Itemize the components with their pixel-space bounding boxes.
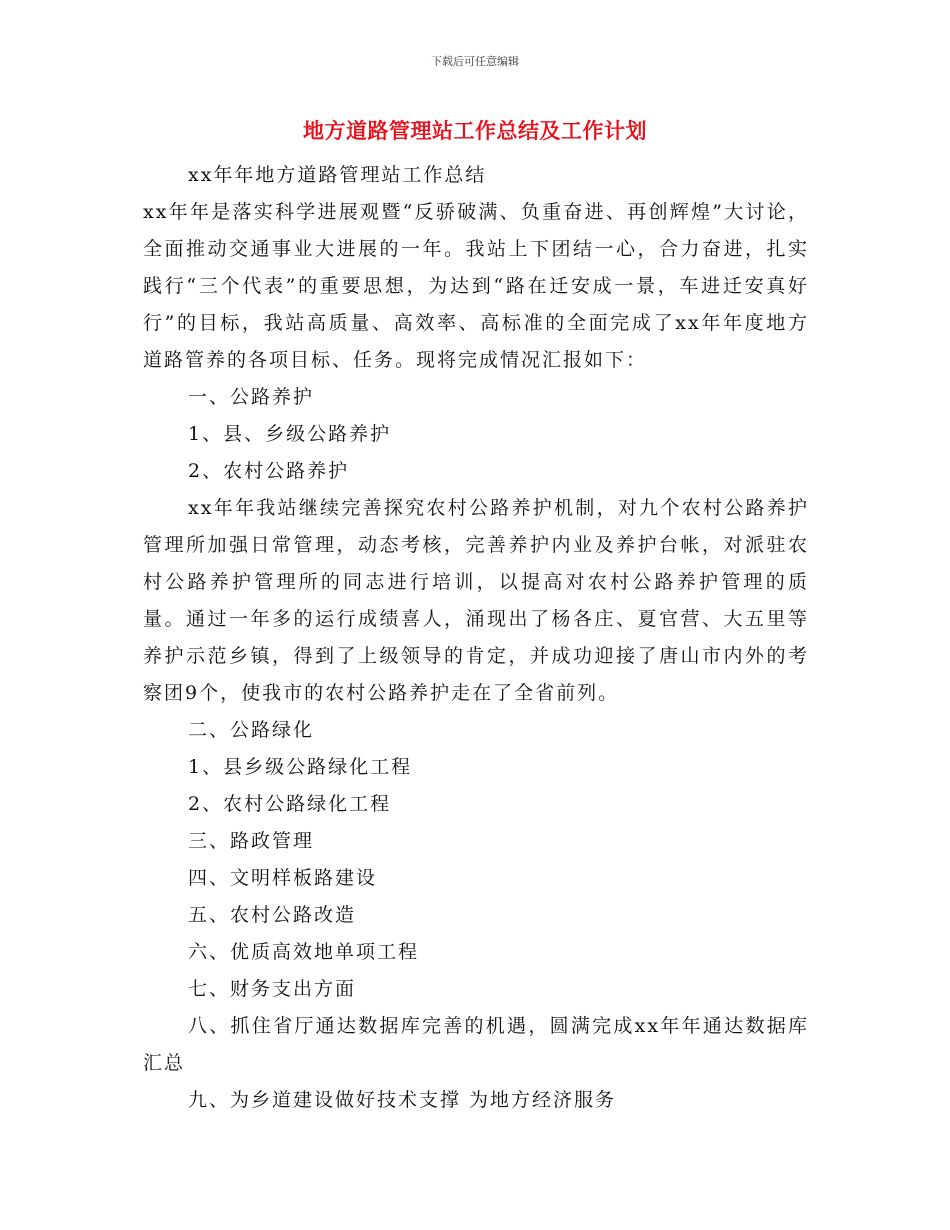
item-rural-road-maintenance: 2、农村公路养护 — [188, 460, 350, 482]
heading-road-maintenance: 一、公路养护 — [188, 386, 315, 408]
heading-finance: 七、财务支出方面 — [188, 978, 357, 1000]
paragraph-intro: xx年年是落实科学进展观暨“反骄破满、负重奋进、再创辉煌”大讨论，全面推动交通事业大进展的一年。我站上下团结一心，合力奋进，扎实践行“三个代表”的重要思想，为达到“路在迁安成一景，车进迁安真好行”的目标，我站高质量、高效率、高标准的全面完成了xx年年度地方道路管养的各项目标、任务。现将完成情况汇报如下： — [143, 201, 809, 371]
heading-single-projects: 六、优质高效地单项工程 — [188, 941, 420, 963]
heading-rural-road-renovation: 五、农村公路改造 — [188, 904, 357, 926]
heading-model-road: 四、文明样板路建设 — [188, 867, 378, 889]
paragraph-subtitle: xx年年地方道路管理站工作总结 — [188, 164, 487, 186]
header-note: 下载后可任意编辑 — [431, 55, 519, 68]
heading-database: 八、抓住省厅通达数据库完善的机遇，圆满完成xx年年通达数据库汇总 — [143, 1015, 809, 1074]
heading-technical-support: 九、为乡道建设做好技术支撑 为地方经济服务 — [188, 1089, 617, 1111]
item-rural-greening: 2、农村公路绿化工程 — [188, 793, 392, 815]
document-title: 地方道路管理站工作总结及工作计划 — [303, 119, 647, 143]
item-county-road-maintenance: 1、县、乡级公路养护 — [188, 423, 392, 445]
heading-road-greening: 二、公路绿化 — [188, 719, 315, 741]
item-county-greening: 1、县乡级公路绿化工程 — [188, 756, 413, 778]
paragraph-rural-maintenance-detail: xx年年我站继续完善探究农村公路养护机制，对九个农村公路养护管理所加强日常管理，动态考核，完善养护内业及养护台帐，对派驻农村公路养护管理所的同志进行培训，以提高对农村公路养护管理的质量。通过一年多的运行成绩喜人，涌现出了杨各庄、夏官营、大五里等养护示范乡镇，得到了上级领导的肯定，并成功迎接了唐山市内外的考察团9个，使我市的农村公路养护走在了全省前列。 — [143, 497, 809, 704]
document-body — [143, 157, 809, 1119]
heading-road-administration: 三、路政管理 — [188, 830, 315, 852]
